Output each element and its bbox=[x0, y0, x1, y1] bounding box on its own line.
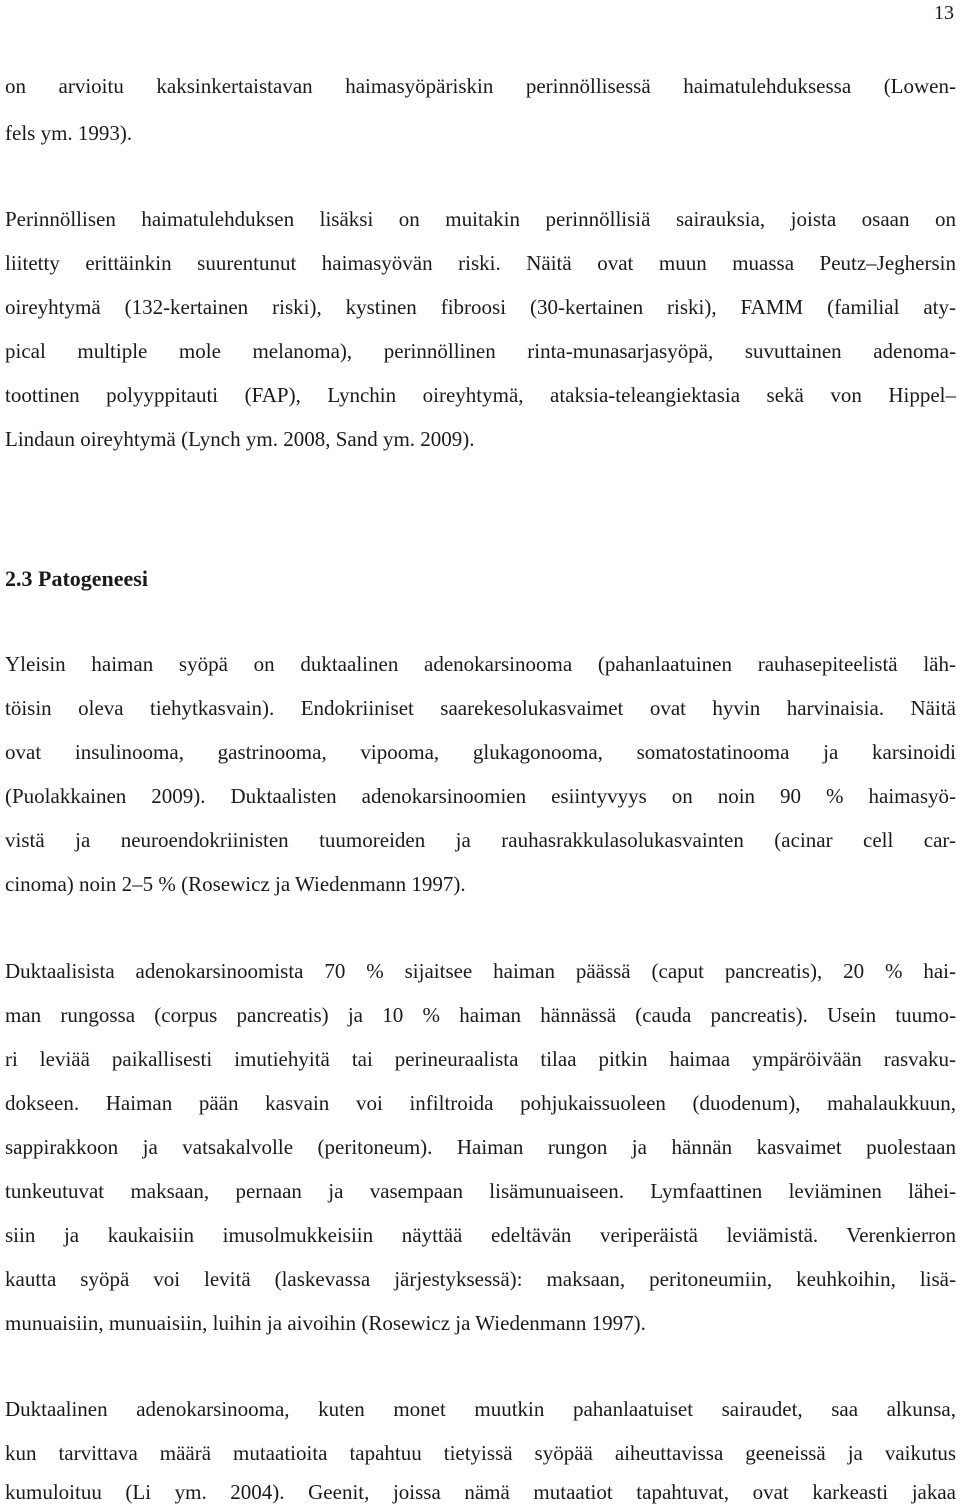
text-line: sappirakkoon ja vatsakalvolle (peritoneum). Haiman rungon ja hännän kasvaimet puolestaan bbox=[5, 1135, 956, 1159]
text-line: kumuloituu (Li ym. 2004). Geenit, joissa nämä mutaatiot tapahtuvat, ovat karkeasti jakaa bbox=[5, 1480, 956, 1504]
text-line: munuaisiin, munuaisiin, luihin ja aivoihin (Rosewicz ja Wiedenmann 1997). bbox=[5, 1311, 646, 1335]
text-line: Duktaalinen adenokarsinooma, kuten monet muutkin pahanlaatuiset sairaudet, saa alkunsa, bbox=[5, 1397, 956, 1421]
text-line: man rungossa (corpus pancreatis) ja 10 % haiman hännässä (cauda pancreatis). Usein tuumo- bbox=[5, 1003, 956, 1027]
text-line: cinoma) noin 2–5 % (Rosewicz ja Wiedenmann 1997). bbox=[5, 872, 466, 896]
text-line: vistä ja neuroendokriinisten tuumoreiden ja rauhasrakkulasolukasvainten (acinar cell car- bbox=[5, 828, 956, 852]
text-line: ri leviää paikallisesti imutiehyitä tai perineuraalista tilaa pitkin haimaa ympäröivään rasvaku- bbox=[5, 1047, 956, 1071]
text-line: fels ym. 1993). bbox=[5, 121, 133, 145]
text-line: kautta syöpä voi levitä (laskevassa järjestyksessä): maksaan, peritoneumiin, keuhkoihin, lisä- bbox=[5, 1267, 956, 1291]
text-line: Lindaun oireyhtymä (Lynch ym. 2008, Sand ym. 2009). bbox=[5, 427, 475, 451]
text-line: (Puolakkainen 2009). Duktaalisten adenokarsinoomien esiintyvyys on noin 90 % haimasyö- bbox=[5, 784, 956, 808]
text-line: siin ja kaukaisiin imusolmukkeisiin näyttää edeltävän veriperäistä leviämistä. Verenkierron bbox=[5, 1223, 956, 1247]
text-line: Duktaalisista adenokarsinoomista 70 % sijaitsee haiman päässä (caput pancreatis), 20 % hai- bbox=[5, 959, 956, 983]
text-line: liitetty erittäinkin suurentunut haimasyövän riski. Näitä ovat muun muassa Peutz–Jeghersin bbox=[5, 251, 956, 275]
page-number: 13 bbox=[934, 2, 954, 24]
text-line: toottinen polyyppitauti (FAP), Lynchin oireyhtymä, ataksia-teleangiektasia sekä von Hippel– bbox=[5, 383, 956, 407]
text-line: dokseen. Haiman pään kasvain voi infiltroida pohjukaissuoleen (duodenum), mahalaukkuun, bbox=[5, 1091, 956, 1115]
text-line: tunkeutuvat maksaan, pernaan ja vasempaan lisämunuaiseen. Lymfaattinen leviäminen lähei- bbox=[5, 1179, 956, 1203]
text-line: Perinnöllisen haimatulehduksen lisäksi on muitakin perinnöllisiä sairauksia, joista osaan on bbox=[5, 207, 956, 231]
text-line: töisin oleva tiehytkasvain). Endokriiniset saarekesolukasvaimet ovat hyvin harvinaisia. Näitä bbox=[5, 696, 956, 720]
text-line: on arvioitu kaksinkertaistavan haimasyöpäriskin perinnöllisessä haimatulehduksessa (Lowen- bbox=[5, 74, 956, 98]
text-line: oireyhtymä (132-kertainen riski), kystinen fibroosi (30-kertainen riski), FAMM (familial aty- bbox=[5, 295, 956, 319]
text-line: ovat insulinooma, gastrinooma, vipooma, glukagonooma, somatostatinooma ja karsinoidi bbox=[5, 740, 956, 764]
section-heading: 2.3 Patogeneesi bbox=[5, 566, 148, 591]
text-line: kun tarvittava määrä mutaatioita tapahtuu tietyissä syöpää aiheuttavissa geeneissä ja vaikutus bbox=[5, 1441, 956, 1465]
text-line: pical multiple mole melanoma), perinnöllinen rinta-munasarjasyöpä, suvuttainen adenoma- bbox=[5, 339, 956, 363]
text-line: Yleisin haiman syöpä on duktaalinen adenokarsinooma (pahanlaatuinen rauhasepiteelistä läh- bbox=[5, 652, 956, 676]
